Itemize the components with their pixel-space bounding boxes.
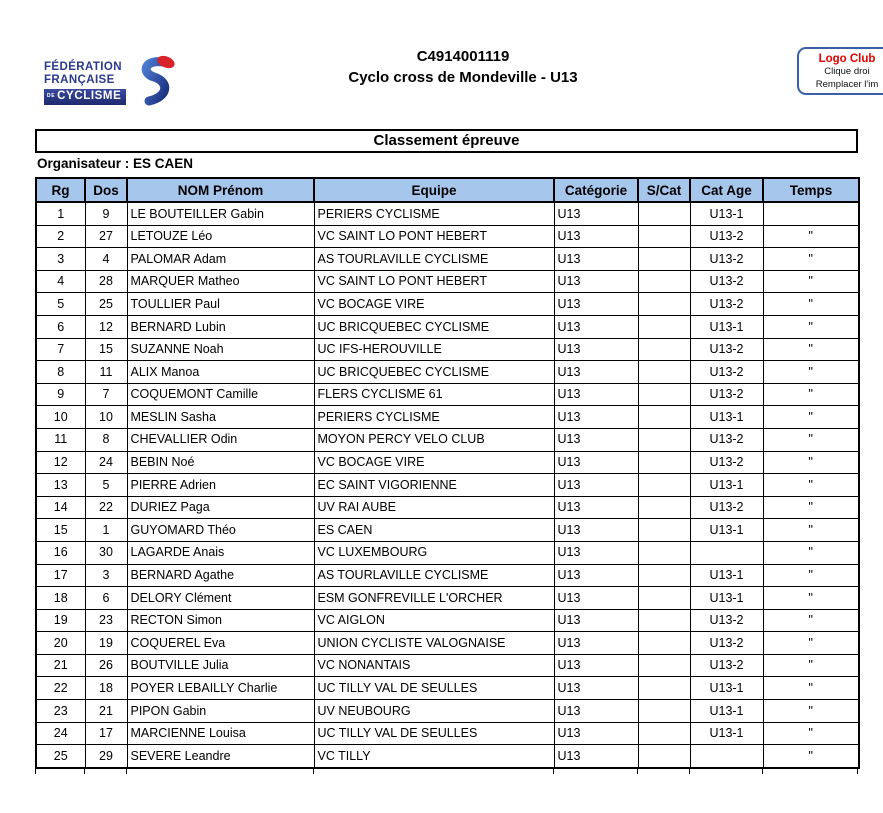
table-cell: 27 <box>85 225 127 248</box>
logo-club-instruction-2: Remplacer l'im <box>815 78 879 90</box>
table-cell: 7 <box>85 383 127 406</box>
table-cell: U13-1 <box>690 519 763 542</box>
table-cell: 29 <box>85 745 127 768</box>
column-header-2: NOM Prénom <box>127 178 314 202</box>
column-header-6: Cat Age <box>690 178 763 202</box>
table-cell: U13 <box>554 248 638 271</box>
table-cell: " <box>763 496 859 519</box>
table-cell: U13-2 <box>690 225 763 248</box>
table-cell <box>638 225 690 248</box>
table-cell <box>638 745 690 768</box>
table-cell: U13-2 <box>690 654 763 677</box>
table-cell: U13-1 <box>690 315 763 338</box>
table-cell: UNION CYCLISTE VALOGNAISE <box>314 632 554 655</box>
table-cell: 3 <box>85 564 127 587</box>
table-cell: UC TILLY VAL DE SEULLES <box>314 722 554 745</box>
table-cell: " <box>763 338 859 361</box>
clipped-cell-border <box>313 769 314 774</box>
table-cell <box>638 609 690 632</box>
table-cell: 6 <box>36 315 85 338</box>
table-cell: U13-2 <box>690 270 763 293</box>
table-cell: 15 <box>36 519 85 542</box>
table-cell: EC SAINT VIGORIENNE <box>314 474 554 497</box>
table-cell: U13-1 <box>690 587 763 610</box>
table-cell <box>638 519 690 542</box>
table-cell <box>638 315 690 338</box>
table-cell: " <box>763 700 859 723</box>
federation-badge <box>44 89 126 105</box>
table-cell: U13-1 <box>690 474 763 497</box>
column-header-1: Dos <box>85 178 127 202</box>
table-cell: " <box>763 383 859 406</box>
table-cell: BOUTVILLE Julia <box>127 654 314 677</box>
table-cell: MOYON PERCY VELO CLUB <box>314 428 554 451</box>
table-cell <box>638 564 690 587</box>
table-cell: " <box>763 519 859 542</box>
table-cell: GUYOMARD Théo <box>127 519 314 542</box>
table-cell <box>638 270 690 293</box>
table-row <box>36 428 859 451</box>
table-row <box>36 270 859 293</box>
race-code: C4914001119 <box>416 48 510 65</box>
table-cell: 15 <box>85 338 127 361</box>
table-cell: 25 <box>36 745 85 768</box>
table-cell: U13 <box>554 677 638 700</box>
table-cell: POYER LEBAILLY Charlie <box>127 677 314 700</box>
table-cell <box>638 722 690 745</box>
table-cell: U13 <box>554 315 638 338</box>
table-row <box>36 496 859 519</box>
table-cell: " <box>763 654 859 677</box>
table-cell: U13-2 <box>690 383 763 406</box>
table-cell: 19 <box>36 609 85 632</box>
table-cell: MESLIN Sasha <box>127 406 314 429</box>
table-cell: U13-1 <box>690 406 763 429</box>
logo-club-title: Logo Club <box>818 53 876 65</box>
table-cell: U13 <box>554 202 638 225</box>
table-cell: PERIERS CYCLISME <box>314 202 554 225</box>
table-cell: 11 <box>85 361 127 384</box>
federation-de: DE <box>47 93 56 99</box>
table-row <box>36 315 859 338</box>
table-cell: 17 <box>85 722 127 745</box>
table-cell <box>638 632 690 655</box>
table-cell: VC AIGLON <box>314 609 554 632</box>
federation-line1: FÉDÉRATION <box>44 61 122 73</box>
table-cell: U13-1 <box>690 564 763 587</box>
table-header-row <box>36 178 859 202</box>
table-cell: " <box>763 270 859 293</box>
table-row <box>36 202 859 225</box>
table-cell: ALIX Manoa <box>127 361 314 384</box>
table-row <box>36 248 859 271</box>
table-cell: U13 <box>554 406 638 429</box>
column-header-3: Equipe <box>314 178 554 202</box>
table-cell <box>638 428 690 451</box>
table-cell: AS TOURLAVILLE CYCLISME <box>314 248 554 271</box>
clipped-cell-border <box>553 769 554 774</box>
table-cell <box>638 496 690 519</box>
table-cell: " <box>763 451 859 474</box>
clipped-cell-border <box>689 769 690 774</box>
clipped-cell-border <box>857 769 858 774</box>
table-cell: 1 <box>85 519 127 542</box>
table-cell: " <box>763 632 859 655</box>
table-row <box>36 406 859 429</box>
table-cell <box>638 293 690 316</box>
table-cell: PERIERS CYCLISME <box>314 406 554 429</box>
table-cell: 1 <box>36 202 85 225</box>
table-row <box>36 700 859 723</box>
table-cell: U13 <box>554 270 638 293</box>
table-cell: BEBIN Noé <box>127 451 314 474</box>
table-cell <box>638 202 690 225</box>
table-cell: VC SAINT LO PONT HEBERT <box>314 225 554 248</box>
table-cell: U13 <box>554 632 638 655</box>
table-cell <box>638 474 690 497</box>
table-cell: U13 <box>554 700 638 723</box>
table-cell: UV RAI AUBE <box>314 496 554 519</box>
table-cell: U13-2 <box>690 428 763 451</box>
table-cell <box>690 541 763 564</box>
table-cell: U13 <box>554 451 638 474</box>
table-cell: PIPON Gabin <box>127 700 314 723</box>
table-cell: " <box>763 564 859 587</box>
table-cell: RECTON Simon <box>127 609 314 632</box>
table-cell: MARCIENNE Louisa <box>127 722 314 745</box>
table-cell: U13 <box>554 383 638 406</box>
table-cell: U13 <box>554 654 638 677</box>
column-header-5: S/Cat <box>638 178 690 202</box>
organizer-label: Organisateur : ES CAEN <box>37 156 194 171</box>
table-cell: U13 <box>554 564 638 587</box>
table-cell: U13-2 <box>690 496 763 519</box>
table-cell <box>638 338 690 361</box>
table-cell: " <box>763 722 859 745</box>
table-cell: TOULLIER Paul <box>127 293 314 316</box>
table-cell: 24 <box>36 722 85 745</box>
table-cell: U13 <box>554 338 638 361</box>
table-cell: 9 <box>85 202 127 225</box>
table-cell: ESM GONFREVILLE L'ORCHER <box>314 587 554 610</box>
table-cell: U13-2 <box>690 361 763 384</box>
table-cell <box>638 361 690 384</box>
table-cell: U13 <box>554 496 638 519</box>
table-cell: 21 <box>85 700 127 723</box>
race-title: Cyclo cross de Mondeville - U13 <box>348 69 578 86</box>
table-cell: MARQUER Matheo <box>127 270 314 293</box>
table-cell: BERNARD Lubin <box>127 315 314 338</box>
table-row <box>36 451 859 474</box>
table-cell: " <box>763 609 859 632</box>
table-cell: 10 <box>36 406 85 429</box>
clipped-cell-border <box>35 769 36 774</box>
table-cell: UV NEUBOURG <box>314 700 554 723</box>
table-cell: " <box>763 361 859 384</box>
table-cell: 16 <box>36 541 85 564</box>
table-cell: 3 <box>36 248 85 271</box>
table-cell: " <box>763 428 859 451</box>
table-cell: FLERS CYCLISME 61 <box>314 383 554 406</box>
table-cell: CHEVALLIER Odin <box>127 428 314 451</box>
table-cell: COQUEREL Eva <box>127 632 314 655</box>
table-cell: U13-2 <box>690 451 763 474</box>
table-cell: U13-2 <box>690 293 763 316</box>
table-cell: 4 <box>36 270 85 293</box>
table-cell: 13 <box>36 474 85 497</box>
table-cell: UC IFS-HEROUVILLE <box>314 338 554 361</box>
table-cell <box>638 541 690 564</box>
table-cell <box>638 248 690 271</box>
table-cell: SEVERE Leandre <box>127 745 314 768</box>
table-row <box>36 361 859 384</box>
table-cell: " <box>763 587 859 610</box>
table-cell: U13-2 <box>690 609 763 632</box>
table-cell: U13 <box>554 587 638 610</box>
table-cell: 5 <box>85 474 127 497</box>
table-cell: " <box>763 541 859 564</box>
logo-club-instruction-1: Clique droi <box>824 66 870 77</box>
table-cell: 8 <box>85 428 127 451</box>
table-cell: " <box>763 315 859 338</box>
document-title-block <box>80 46 846 88</box>
table-cell: U13 <box>554 361 638 384</box>
table-cell: SUZANNE Noah <box>127 338 314 361</box>
table-cell: 17 <box>36 564 85 587</box>
table-cell: 26 <box>85 654 127 677</box>
table-row <box>36 632 859 655</box>
table-cell <box>638 654 690 677</box>
table-row <box>36 383 859 406</box>
table-cell: VC BOCAGE VIRE <box>314 451 554 474</box>
clipped-cell-border <box>84 769 85 774</box>
table-cell: LAGARDE Anais <box>127 541 314 564</box>
table-cell: 5 <box>36 293 85 316</box>
table-cell: 9 <box>36 383 85 406</box>
table-cell <box>638 587 690 610</box>
column-header-0: Rg <box>36 178 85 202</box>
table-row <box>36 541 859 564</box>
table-row <box>36 609 859 632</box>
clipped-next-row <box>35 769 858 774</box>
table-cell: U13-1 <box>690 202 763 225</box>
classification-banner: Classement épreuve <box>35 129 858 153</box>
results-table <box>35 177 860 769</box>
table-cell: " <box>763 677 859 700</box>
table-row <box>36 587 859 610</box>
table-cell: U13-2 <box>690 632 763 655</box>
table-cell: VC NONANTAIS <box>314 654 554 677</box>
table-cell: U13 <box>554 541 638 564</box>
table-cell: 8 <box>36 361 85 384</box>
table-cell: U13-2 <box>690 248 763 271</box>
table-cell: 10 <box>85 406 127 429</box>
table-cell: " <box>763 474 859 497</box>
table-cell: " <box>763 225 859 248</box>
table-cell: 18 <box>85 677 127 700</box>
table-cell <box>638 700 690 723</box>
table-cell: U13-1 <box>690 677 763 700</box>
table-cell: DURIEZ Paga <box>127 496 314 519</box>
table-cell: UC BRICQUEBEC CYCLISME <box>314 315 554 338</box>
table-cell: DELORY Clément <box>127 587 314 610</box>
column-header-7: Temps <box>763 178 859 202</box>
table-cell: VC SAINT LO PONT HEBERT <box>314 270 554 293</box>
table-cell: 25 <box>85 293 127 316</box>
table-cell: 14 <box>36 496 85 519</box>
results-table-wrapper <box>35 177 860 769</box>
table-cell: 11 <box>36 428 85 451</box>
table-cell: 28 <box>85 270 127 293</box>
table-cell: 22 <box>36 677 85 700</box>
table-cell: 19 <box>85 632 127 655</box>
table-row <box>36 677 859 700</box>
table-cell: LETOUZE Léo <box>127 225 314 248</box>
table-cell <box>638 677 690 700</box>
table-cell: " <box>763 293 859 316</box>
table-cell: UC TILLY VAL DE SEULLES <box>314 677 554 700</box>
table-cell: 30 <box>85 541 127 564</box>
table-cell: AS TOURLAVILLE CYCLISME <box>314 564 554 587</box>
column-header-4: Catégorie <box>554 178 638 202</box>
table-cell: U13 <box>554 609 638 632</box>
table-cell: VC TILLY <box>314 745 554 768</box>
table-cell: 6 <box>85 587 127 610</box>
table-cell: U13 <box>554 428 638 451</box>
table-cell: 20 <box>36 632 85 655</box>
table-cell: " <box>763 745 859 768</box>
table-cell: 7 <box>36 338 85 361</box>
table-cell: PIERRE Adrien <box>127 474 314 497</box>
table-row <box>36 722 859 745</box>
table-cell: " <box>763 248 859 271</box>
table-cell: U13 <box>554 474 638 497</box>
results-tbody <box>36 202 859 768</box>
table-row <box>36 519 859 542</box>
logo-club-placeholder[interactable] <box>797 47 883 95</box>
table-row <box>36 745 859 768</box>
table-cell <box>690 745 763 768</box>
table-cell: 18 <box>36 587 85 610</box>
table-cell: 4 <box>85 248 127 271</box>
table-cell: 12 <box>85 315 127 338</box>
table-cell: U13-1 <box>690 700 763 723</box>
table-cell: U13-2 <box>690 338 763 361</box>
table-cell <box>638 383 690 406</box>
table-cell: U13-1 <box>690 722 763 745</box>
table-cell <box>638 406 690 429</box>
table-cell: 23 <box>36 700 85 723</box>
table-cell: LE BOUTEILLER Gabin <box>127 202 314 225</box>
table-cell: U13 <box>554 722 638 745</box>
table-cell: U13 <box>554 745 638 768</box>
clipped-cell-border <box>762 769 763 774</box>
table-row <box>36 564 859 587</box>
table-cell: VC BOCAGE VIRE <box>314 293 554 316</box>
table-cell: VC LUXEMBOURG <box>314 541 554 564</box>
table-row <box>36 338 859 361</box>
table-cell: UC BRICQUEBEC CYCLISME <box>314 361 554 384</box>
table-cell: U13 <box>554 519 638 542</box>
federation-line2: FRANÇAISE <box>44 74 115 86</box>
table-cell: 2 <box>36 225 85 248</box>
table-row <box>36 654 859 677</box>
clipped-cell-border <box>126 769 127 774</box>
table-cell: BERNARD Agathe <box>127 564 314 587</box>
table-cell: U13 <box>554 225 638 248</box>
table-cell: 22 <box>85 496 127 519</box>
table-cell: COQUEMONT Camille <box>127 383 314 406</box>
table-row <box>36 293 859 316</box>
table-cell: ES CAEN <box>314 519 554 542</box>
table-row <box>36 474 859 497</box>
table-cell: 21 <box>36 654 85 677</box>
table-cell <box>638 451 690 474</box>
table-cell: 23 <box>85 609 127 632</box>
table-cell: PALOMAR Adam <box>127 248 314 271</box>
clipped-cell-border <box>637 769 638 774</box>
table-cell: 12 <box>36 451 85 474</box>
table-cell <box>763 202 859 225</box>
federation-line3: CYCLISME <box>57 90 122 102</box>
table-row <box>36 225 859 248</box>
table-cell: " <box>763 406 859 429</box>
table-cell: U13 <box>554 293 638 316</box>
table-cell: 24 <box>85 451 127 474</box>
